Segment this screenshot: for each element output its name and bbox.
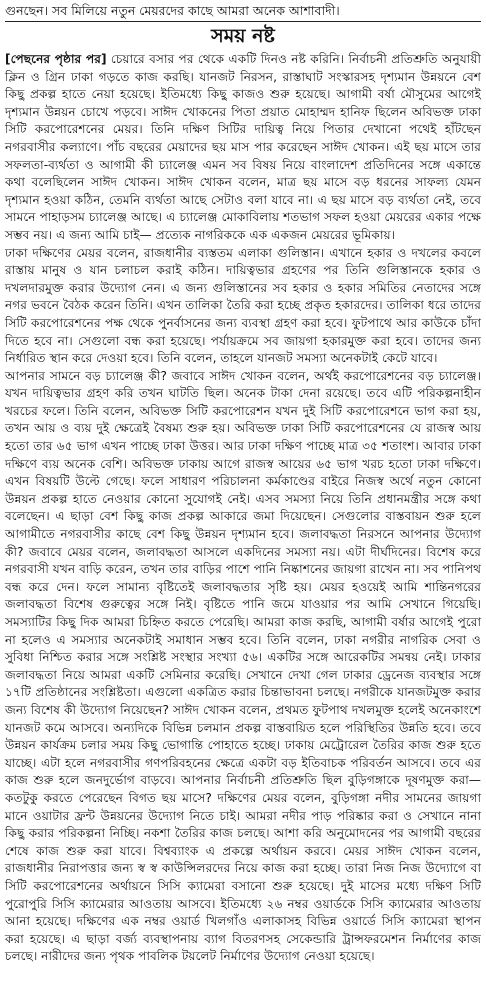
article-body (5, 51, 481, 966)
article-paragraph: আপনার সামনে বড় চ্যালেঞ্জ কী? জবাবে সাঈদ খোকন বলেন, অর্থই করপোরেশনের বড় চ্যালেঞ্জ। যখন দায়িত্বভার গ্রহণ করি তখন ঘাটতি ছিল। অনেক টাকা দেনা রয়েছে। তবে এটি পরিকল্পনাহীন খরচের ফলে। তিনি বলেন, অবিভক্ত সিটি করপোরেশন যখন দুই সিটি করপোরেশনে ভাগ করা হয়, তখন আয় ও ব্যয় দুই ক্ষেত্রেই বৈষম্য শুরু হয়। অবিভক্ত ঢাকা সিটি করপোরেশনের যে রাজস্ব আয় হতো তার ৬৫ ভাগ এখন পাচ্ছে ঢাকা উত্তর। আর ঢাকা দক্ষিণ পাচ্ছে মাত্র ৩৫ শতাংশ। আবার ঢাকা দক্ষিণে ব্যয় অনেক বেশি। অবিভক্ত ঢাকায় আগে রাজস্ব আয়ের ৬৫ ভাগ খরচ হতো ঢাকা দক্ষিণে। এখন বিষয়টি উল্টে গেছে। ফলে সাধারণ পরিচালনা কর্মকাণ্ডের বাইরে নিজস্ব অর্থে নতুন কোনো উন্নয়ন প্রকল্প হাতে নেওয়ার কোনো সুযোগই নেই। এসব সমস্যা নিয়ে তিনি প্রধানমন্ত্রীর সঙ্গে কথা বলেছেন। এ ছাড়া বেশ কিছু কাজ প্রকল্প আকারে জমা দিয়েছেন। সেগুলোর বাস্তবায়ন শুরু হলে আগামীতে নগরবাসীর কাছে বেশ কিছু উন্নয়ন দৃশ্যমান হবে। জলাবদ্ধতা নিরসনে আপনার উদ্যোগ কী? জবাবে মেয়র বলেন, জলাবদ্ধতা আসলে একদিনের সমস্যা নয়। এটা দীর্ঘদিনের। বিশেষ করে নগরবাসী যখন বাড়ি করেন, তখন তার বাড়ির পাশে পানি নিষ্কাশনের জায়গা রাখেন না। সব পানিপথ বন্ধ করে দেন। ফলে সামান্য বৃষ্টিতেই জলাবদ্ধতার সৃষ্টি হয়। মেয়র হওয়েই আমি শান্তিনগরের জলাবদ্ধতা বিশেষ গুরুত্বের সঙ্গে নিই। বৃষ্টিতে পানি জমে যাওয়ার পর আমি সেখানে গিয়েছি। সমস্যাটির কিছু দিক আমরা চিহ্নিত করতে পেরেছি। আমরা কাজ করছি, আগামী বর্ষার আগেই পুরো না হলেও এ সমস্যার অনেকটাই সমাধান সম্ভব হবে। তিনি বলেন, ঢাকা নগরীর নাগরিক সেবা ও সুবিধা নিশ্চিত করার সঙ্গে সংশ্লিষ্ট সংস্থার সংখ্যা ৫৬। একটির সঙ্গে আরেকটির সমন্বয় নেই। ঢাকার জলাবদ্ধতা নিয়ে আমরা একটি সেমিনার করেছি। সেখানে দেখা গেল ঢাকার ড্রেনেজ ব্যবস্থার সঙ্গে ১৭টি প্রতিষ্ঠানের সংশ্লিষ্টতা। এগুলো একত্রিত করার চিন্তাভাবনা চলছে। নগরীকে যানজটমুক্ত করার জন্য বিশেষ কী উদ্যোগ নিয়েছেন? সাঈদ খোকন বলেন, প্রথমত ফুটপাথ দখলমুক্ত হলেই অনেকাংশে যানজট কমে আসবে। অন্যদিকে বিভিন্ন চলমান প্রকল্প বাস্তবায়িত হলে পরিস্থিতির উন্নতি হবে। তবে উন্নয়ন কার্যক্রম চলার সময় কিছু ভোগান্তি পোহাতে হচ্ছে। ঢাকায় মেট্রোরেল তৈরির কাজ শুরু হতে যাচ্ছে। এটা হলে নগরবাসীর গণপরিবহনের ক্ষেত্রে একটা বড় ইতিবাচক পরিবর্তন আসবে। তবে এর কাজ শুরু হলে জনদুর্ভোগ বাড়বে। আপনার নির্বাচনী প্রতিশ্রুতি ছিল বুড়িগঙ্গাকে দূষণমুক্ত করা— কতটুকু করতে পেরেছেন বিগত ছয় মাসে? দক্ষিণের মেয়র বলেন, বুড়িগঙ্গা নদীর সামনের জায়গা মানে ওয়াটার ফ্রন্ট উন্নয়নের উদ্যোগ নিতে চাই। আমরা নদীর পাড় পরিষ্কার করা ও সেখানে নানা কিছু করার পরিকল্পনা নিচ্ছি। নকশা তৈরির কাজ চলছে। আশা করি অনুমোদনের পর আগামী বছরের শেষে কাজ শুরু করা যাবে। বিশ্বব্যাংক এ প্রকল্পে অর্থায়ন করবে। মেয়র সাঈদ খোকন বলেন, রাজধানীর নিরাপত্তার জন্য স্ব স্ব কাউন্সিলরদের নিয়ে কাজ করা হচ্ছে। তারা নিজ নিজ উদ্যোগে বা সিটি করপোরেশনের অর্থায়নে সিসি ক্যামেরা বসানো শুরু হয়েছে। দুই মাসের মধ্যে দক্ষিণ সিটি পুরোপুরি সিসি ক্যামেরার আওতায় আসবে। ইতিমধ্যে ২৬ নম্বর ওয়ার্ডকে সিসি ক্যামেরার আওতায় আনা হয়েছে। দক্ষিণের এক নম্বর ওয়ার্ড খিলগাঁও এলাকাসহ বিভিন্ন ওয়ার্ডে সিসি ক্যামেরা স্থাপন করা হয়েছে। এ ছাড়া বর্জ্য ব্যবস্থাপনায় ব্যাগ বিতরণসহ সেকেন্ডারি ট্রান্সফরমেশন নির্মাণের কাজ চলছে। নারীদের জন্য পৃথক পাবলিক টয়লেট নির্মাণের উদ্যোগ নেওয়া হয়েছে। (5, 368, 481, 964)
section-divider (5, 21, 481, 22)
previous-article-tail: গুনছেন। সব মিলিয়ে নতুন মেয়রদের কাছে আমরা অনেক আশাবাদী। (5, 3, 340, 18)
continued-from-label: [পেছনের পৃষ্ঠার পর] (5, 52, 107, 66)
article-paragraph: ঢাকা দক্ষিণের মেয়র বলেন, রাজধানীর ব্যস্ততম এলাকা গুলিস্তান। এখানে হকার ও দখলের কবলে রাস্তায় মানুষ ও যান চলাচল করাই কঠিন। দায়িত্বভার গ্রহণের পর তিনি গুলিস্তানকে হকার ও দখলদারমুক্ত করার উদ্যোগ নেন। এ জন্য গুলিস্তানের সব হকার ও হকার সমিতির নেতাদের সঙ্গে নগর ভবনে বৈঠক করেন তিনি। এখন তালিকা তৈরি করা হচ্ছে প্রকৃত হকারদের। তালিকা ধরে তাদের সিটি করপোরেশনের পক্ষ থেকে পুনর্বাসনের জন্য ব্যবস্থা গ্রহণ করা হবে। ফুটপাথে আর কাউকে চাঁদা দিতে হবে না। সেগুলো বন্ধ করা হয়েছে। পর্যায়ক্রমে সব জায়গা হকারমুক্ত করা হবে। তাদের জন্য নির্ধারিত স্থান করে দেওয়া হবে। তিনি বলেন, তাহলে যানজট সমস্যা অনেকটাই কেটে যাবে। (5, 245, 481, 366)
article-headline: সময় নষ্ট (211, 25, 275, 47)
paragraph-text: চেয়ারে বসার পর থেকে একটি দিনও নষ্ট করিনি। নির্বাচনী প্রতিশ্রুতি অনুযায়ী ক্লিন ও গ্রিন ঢাকা গড়তে কাজ করছি। যানজট নিরসন, রাস্তাঘাট সংস্কারসহ দৃশ্যমান উন্নয়নে বেশ কিছু প্রকল্প হাতে নেয়া হয়েছে। ইতিমধ্যে কিছু কাজও শুরু হয়েছে। আগামী বর্ষা মৌসুমের আগেই দৃশ্যমান উন্নয়ন চোখে পড়বে। সাঈদ খোকনের পিতা প্রয়াত মোহাম্মদ হানিফ ছিলেন অবিভক্ত ঢাকা সিটি করপোরেশনের মেয়র। তিনি দক্ষিণ সিটির দায়িত্ব নিয়ে পিতার দেখানো পথেই হাঁটছেন নগরবাসীর কল্যাণে। পাঁচ বছরের মেয়াদের ছয় মাস পার করেছেন সাঈদ খোকন। এই ছয় মাসে তার সফলতা-ব্যর্থতা ও আগামী কী চ্যালেঞ্জ এমন সব বিষয় নিয়ে বাংলাদেশ প্রতিদিনের সঙ্গে একান্তে কথা বলেছিলেন সাঈদ খোকন। সাঈদ খোকন বলেন, মাত্র ছয় মাসে বড় ধরনের সাফল্য যেমন দৃশ্যমান হওয়া কঠিন, তেমনি ব্যর্থতা আছে সেটাও বলা যাবে না। এ ছয় মাসে বড় ব্যর্থতা নেই, তবে সামনে পাহাড়সম চ্যালেঞ্জ আছে। এ চ্যালেঞ্জ মোকাবিলায় শতভাগ সফল হওয়া মেয়রের একার পক্ষে সম্ভব নয়। এ জন্য আমি চাই— প্রত্যেক নাগরিককে এক একজন মেয়রের ভূমিকায়। (5, 52, 481, 242)
article-paragraph (5, 51, 481, 245)
